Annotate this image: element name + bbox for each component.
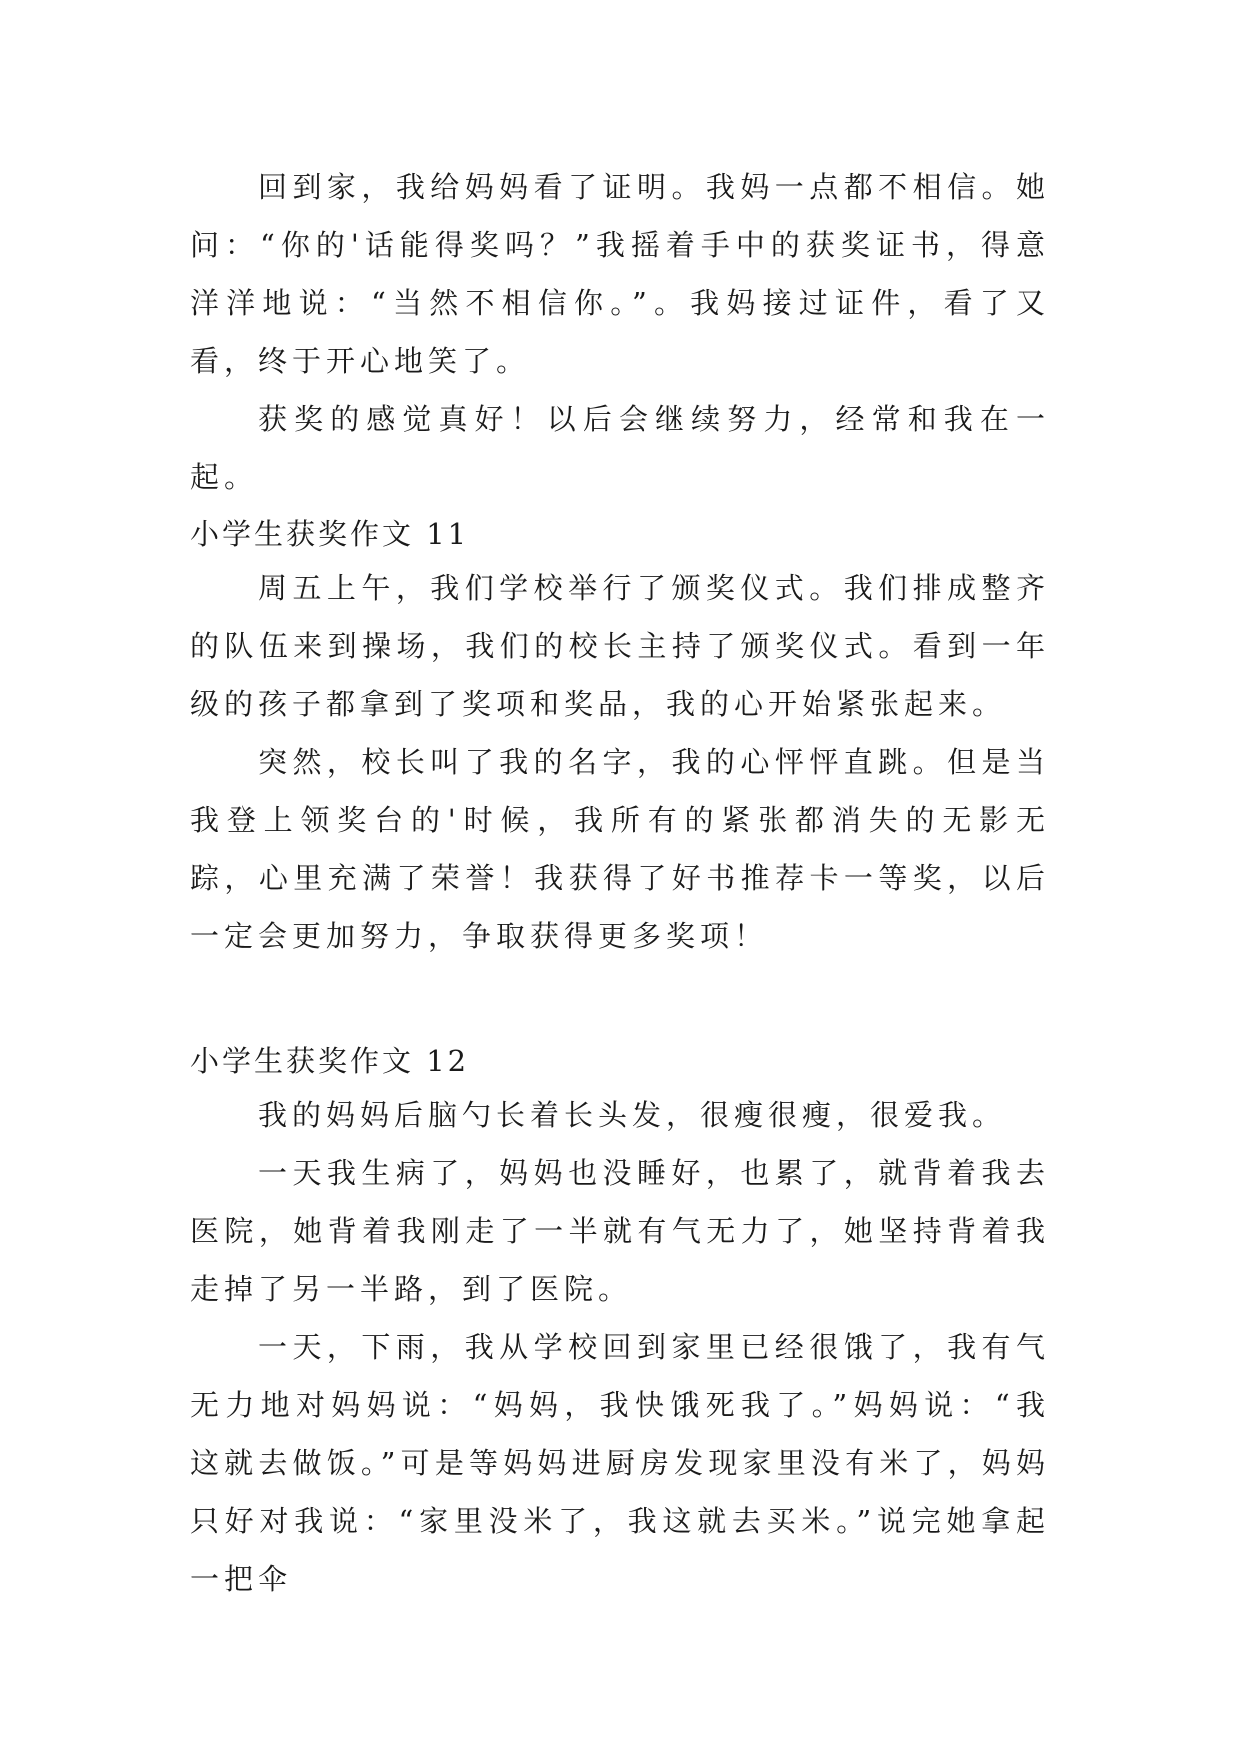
paragraph: 周五上午，我们学校举行了颁奖仪式。我们排成整齐的队伍来到操场，我们的校长主持了颁奖仪式。看到一年级的孩子都拿到了奖项和奖品，我的心开始紧张起来。 — [190, 571, 1050, 721]
paragraph: 一天我生病了，妈妈也没睡好，也累了，就背着我去医院，她背着我刚走了一半就有气无力了，她坚持背着我走掉了另一半路，到了医院。 — [190, 1156, 1050, 1306]
essay-body — [190, 559, 1050, 965]
essay-body — [190, 1086, 1050, 1608]
essay-title: 小学生获奖作文 11 — [190, 517, 470, 551]
paragraph: 获奖的感觉真好！以后会继续努力，经常和我在一起。 — [190, 402, 1050, 494]
continued-essay-body — [190, 158, 1050, 506]
essay-title: 小学生获奖作文 12 — [190, 1044, 470, 1078]
paragraph: 我的妈妈后脑勺长着长头发，很瘦很瘦，很爱我。 — [258, 1098, 1007, 1132]
paragraph: 一天，下雨，我从学校回到家里已经很饿了，我有气无力地对妈妈说：“妈妈，我快饿死我了。”妈妈说：“我这就去做饭。”可是等妈妈进厨房发现家里没有米了，妈妈只好对我说：“家里没米了，我这就去买米。”说完她拿起一把伞 — [190, 1330, 1050, 1596]
paragraph: 回到家，我给妈妈看了证明。我妈一点都不相信。她问：“你的'话能得奖吗？”我摇着手中的获奖证书，得意洋洋地说：“当然不相信你。”。我妈接过证件，看了又看，终于开心地笑了。 — [190, 170, 1050, 378]
paragraph: 突然，校长叫了我的名字，我的心怦怦直跳。但是当我登上领奖台的'时候，我所有的紧张都消失的无影无踪，心里充满了荣誉！我获得了好书推荐卡一等奖，以后一定会更加努力，争取获得更多奖项！ — [190, 745, 1050, 953]
